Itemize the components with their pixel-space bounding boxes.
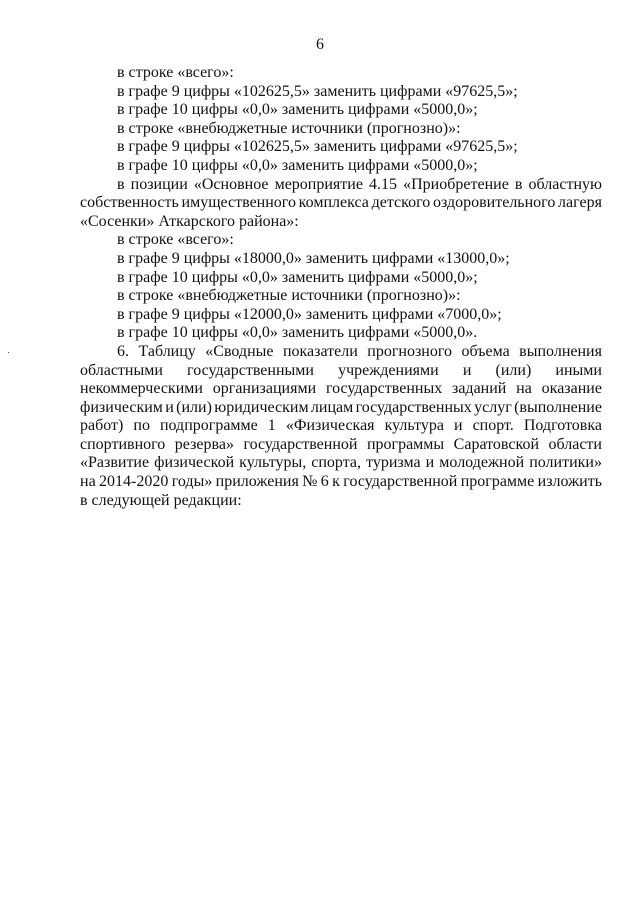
word: организациями: [212, 380, 317, 398]
justified-line: [80, 194, 602, 213]
justified-line: [80, 380, 602, 399]
word: и: [462, 361, 472, 379]
word: и: [425, 454, 435, 472]
word: юридическим: [214, 398, 309, 416]
justified-line: [80, 417, 602, 436]
word: Саратовской: [453, 435, 539, 453]
word: программы: [366, 435, 445, 453]
word: культуры,: [239, 454, 307, 472]
word: мероприятие: [274, 175, 363, 193]
word: и: [453, 417, 463, 435]
text-line: в графе 9 цифры «102625,5» заменить цифрами «97625,5»;: [117, 138, 518, 156]
word: государственных: [325, 380, 443, 398]
word: областными: [80, 361, 163, 379]
word: детского: [371, 194, 431, 212]
word: государственных: [355, 398, 472, 416]
word: оказание: [541, 380, 602, 398]
text-line: «Сосенки» Аткарского района»:: [80, 212, 299, 230]
word: подпрограмме: [159, 417, 258, 435]
text-line: в графе 10 цифры «0,0» заменить цифрами «5000,0»;: [117, 101, 478, 119]
word: работ): [80, 417, 124, 435]
text-line: в графе 9 цифры «102625,5» заменить цифрами «97625,5»;: [117, 82, 518, 100]
word: показатели: [282, 342, 358, 360]
justified-line: [80, 362, 602, 381]
word: туризма: [366, 454, 421, 472]
scan-speck: [8, 352, 9, 353]
text-line: в строке «внебюджетные источники (прогнозно)»:: [117, 287, 461, 305]
word: «Приобретение: [403, 175, 509, 193]
word: физической: [154, 454, 235, 472]
word: 2014-2020: [99, 473, 169, 491]
word: политики»: [529, 454, 602, 472]
word: учреждениями: [338, 361, 439, 379]
word: (или): [495, 361, 532, 379]
word: (выполнение: [514, 398, 602, 416]
word: приложения: [215, 473, 299, 491]
word: прогнозного: [367, 342, 452, 360]
word: государственными: [187, 361, 314, 379]
word: «Развитие: [80, 454, 150, 472]
word: некоммерческими: [80, 380, 203, 398]
word: к: [332, 473, 340, 491]
word: изложить: [537, 473, 602, 491]
justified-line: [80, 473, 602, 492]
page-number: 6: [316, 36, 324, 53]
word: 4.15: [369, 175, 398, 193]
word: в: [117, 175, 125, 193]
word: областную: [528, 175, 602, 193]
word: 6.: [117, 342, 129, 360]
text-line: в графе 10 цифры «0,0» заменить цифрами «5000,0»;: [117, 156, 478, 174]
word: Таблицу: [138, 342, 196, 360]
word: имущественного: [181, 194, 296, 212]
word: государственной: [243, 435, 358, 453]
word: спортивного: [80, 435, 166, 453]
text-line: в следующей редакции:: [80, 491, 242, 509]
word: выполнения: [519, 342, 602, 360]
justified-line: [80, 343, 602, 362]
word: объема: [461, 342, 510, 360]
word: государственной: [343, 473, 458, 491]
word: области: [548, 435, 602, 453]
document-body: [80, 64, 602, 510]
justified-line: [80, 454, 602, 473]
word: резерва»: [174, 435, 234, 453]
text-line: в графе 9 цифры «12000,0» заменить цифрами «7000,0»;: [117, 305, 502, 323]
word: физическим: [80, 398, 163, 416]
word: собственность: [80, 194, 179, 212]
word: культура: [384, 417, 444, 435]
word: позиции: [130, 175, 188, 193]
text-line: в графе 9 цифры «18000,0» заменить цифрами «13000,0»;: [117, 249, 510, 267]
word: на: [516, 380, 532, 398]
justified-line: [80, 176, 602, 195]
word: комплекса: [298, 194, 369, 212]
text-line: в строке «всего»:: [117, 231, 234, 249]
word: «Сводные: [205, 342, 274, 360]
word: в: [514, 175, 523, 193]
word: по: [133, 417, 150, 435]
word: 6: [320, 473, 329, 491]
word: заданий: [452, 380, 507, 398]
word: 1: [267, 417, 276, 435]
word: №: [302, 473, 318, 491]
justified-line: [80, 436, 602, 455]
word: лицам: [310, 398, 354, 416]
word: на: [80, 473, 96, 491]
justified-line: [80, 399, 602, 418]
word: «Физическая: [285, 417, 375, 435]
word: Подготовка: [523, 417, 602, 435]
word: оздоровительного: [432, 194, 556, 212]
word: спорт.: [472, 417, 514, 435]
text-line: в графе 10 цифры «0,0» заменить цифрами «5000,0»;: [117, 268, 478, 286]
word: годы»: [171, 473, 213, 491]
text-line: в строке «всего»:: [117, 64, 234, 81]
word: молодежной: [439, 454, 525, 472]
word: услуг: [474, 398, 512, 416]
word: программе: [460, 473, 535, 491]
text-line: в графе 10 цифры «0,0» заменить цифрами «5000,0».: [117, 324, 478, 342]
word: спорта,: [311, 454, 362, 472]
word: и: [165, 398, 174, 416]
word: лагеря: [558, 194, 602, 212]
word: (или): [176, 398, 212, 416]
word: иными: [555, 361, 602, 379]
text-line: в строке «внебюджетные источники (прогнозно)»:: [117, 119, 461, 137]
word: «Основное: [193, 175, 269, 193]
